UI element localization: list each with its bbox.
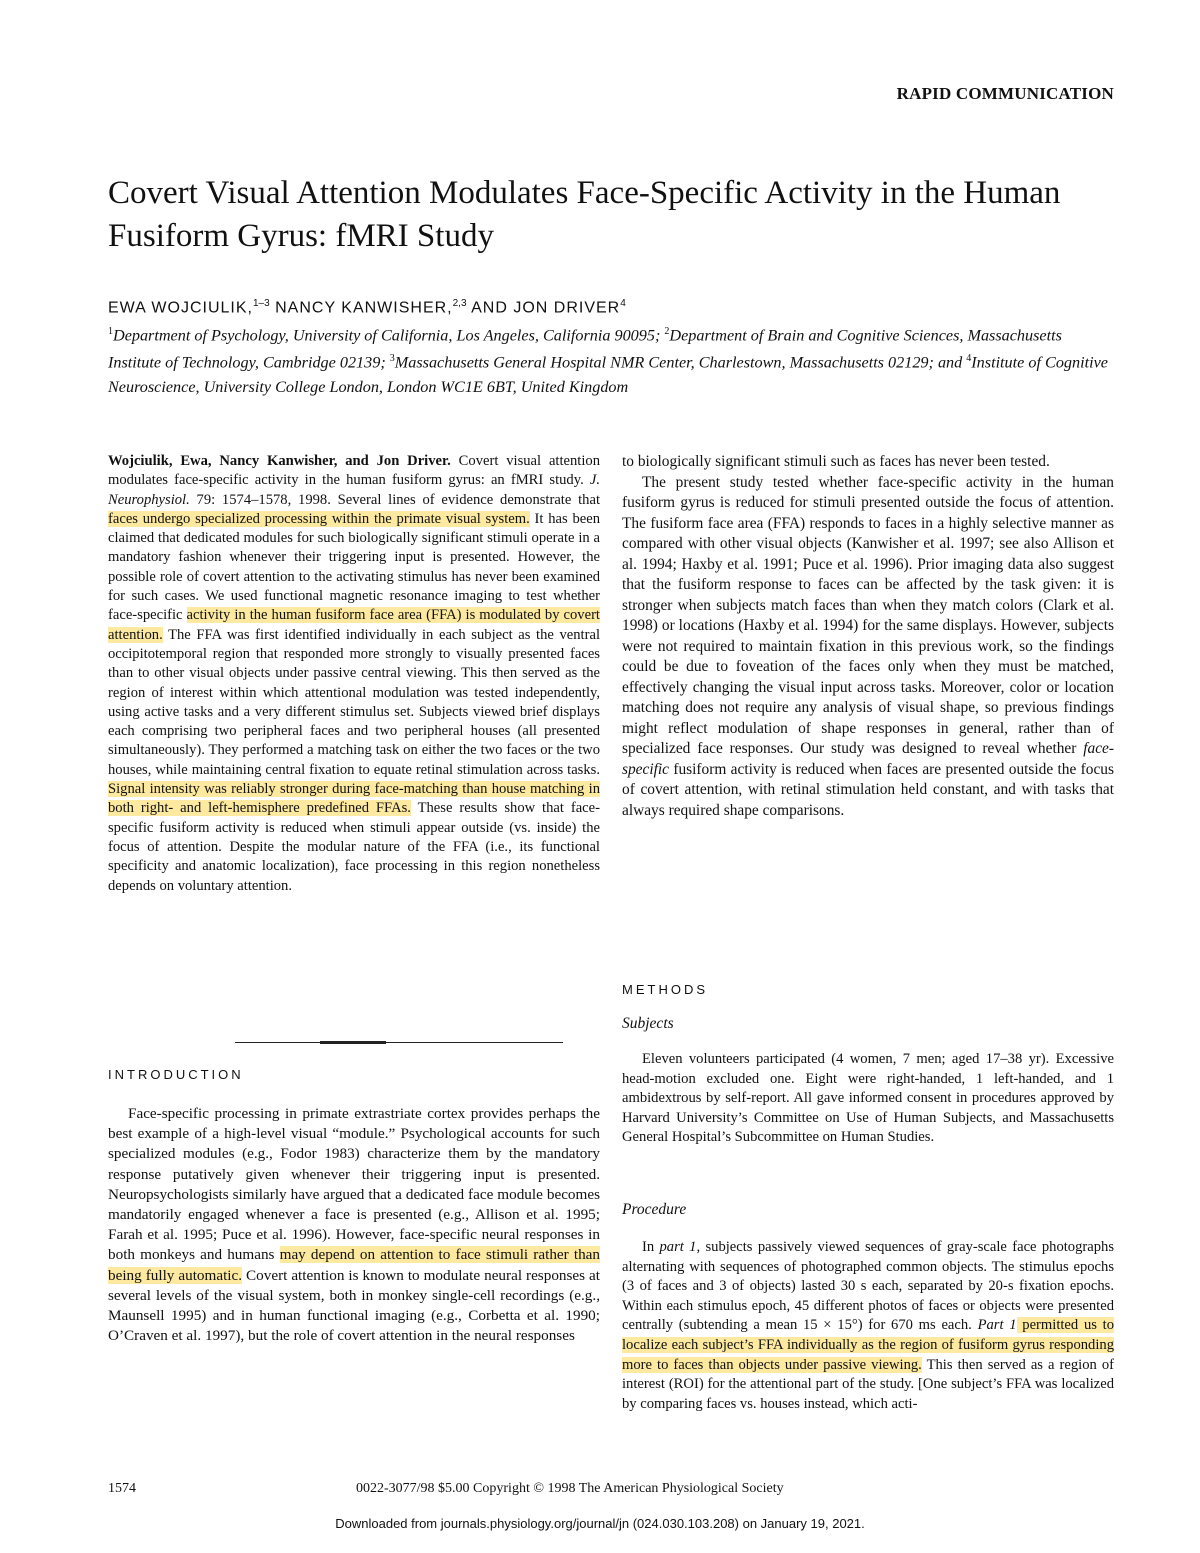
section-divider-accent bbox=[320, 1041, 386, 1044]
author-name: EWA WOJCIULIK, bbox=[108, 299, 253, 317]
abstract-text: These results show that face-specific fusiform activity is reduced when stimuli appear outside (vs. inside) the focus of attention. Despite the modular nature of the FFA (i.e., its functional specificity and anatomic localization), face processing in this region nonetheless depends on voluntary attention. bbox=[108, 800, 600, 894]
subjects-body bbox=[622, 1050, 1114, 1148]
affiliation-mark: 1 bbox=[108, 326, 113, 337]
highlight[interactable]: Signal intensity was reliably stronger during face-matching than house matching in both right- and left-hemisphere predefined FFAs. bbox=[108, 781, 600, 817]
article-title: Covert Visual Attention Modulates Face-Specific Activity in the Human Fusiform Gyrus: fMRI Study bbox=[108, 175, 1061, 255]
paragraph-text: Eleven volunteers participated (4 women, 7 men; aged 17–38 yr). Excessive head-motion excluded one. Eight were right-handed, 1 left-handed, and 1 ambidextrous by self-report. All gave informed consent in procedures approved by Harvard University’s Committee on Use of Human Subjects, and Massachusetts General Hospital’s Subcommittee on Human Studies. bbox=[622, 1051, 1114, 1146]
abstract-text: 79: 1574–1578, 1998. Several lines of evidence demonstrate that bbox=[189, 491, 600, 508]
author-list bbox=[108, 298, 626, 317]
subsection-heading-subjects: Subjects bbox=[622, 1015, 674, 1032]
paragraph-text: Face-specific processing in primate extrastriate cortex provides perhaps the best example of a high-level visual “module.” Psychological accounts for such specialized modules (e.g., Fodor 1983) characterize them by the mandatory response putatively given whenever their triggering input is presented. Neuropsychologists similarly have argued that a dedicated face module becomes mandatorily engaged whenever a face is presented (e.g., Allison et al. 1995; Farah et al. 1995; Puce et al. 1996). However, face-specific neural responses in both monkeys and humans bbox=[108, 1105, 600, 1264]
paragraph-text: The present study tested whether face-specific activity in the human fusiform gyrus is reduced for stimuli presented outside the focus of attention. The fusiform face area (FFA) responds to faces in a highly selective manner as compared with other visual objects (Kanwisher et al. 1997; see also Allison et al. 1994; Haxby et al. 1991; Puce et al. 1996). Prior imaging data also suggest that the fusiform response to faces can be affected by the task given: it is stronger when subjects match faces than when they match colors (Clark et al. 1998) or locations (Haxby et al. 1994) for the same displays. However, subjects were not required to maintain fixation in this previous work, so the findings could be due to foveation of the faces only when they must be matched, effectively changing the visual input across tasks. Moreover, color or location matching does not require any analysis of visual shape, so previous findings might reflect modulation of shape responses in general, rather than of specialized face responses. Our study was designed to reveal whether bbox=[622, 473, 1114, 757]
author-affiliation-mark: 4 bbox=[620, 298, 626, 309]
author-affiliation-mark: 1–3 bbox=[252, 298, 270, 309]
highlight[interactable]: activity in the human fusiform face area (FFA) is modulated by covert attention. bbox=[108, 607, 600, 643]
affiliations bbox=[108, 320, 1108, 399]
author-affiliation-mark: 2,3 bbox=[452, 298, 467, 309]
affiliation-mark: 2 bbox=[664, 326, 670, 337]
procedure-body bbox=[622, 1238, 1114, 1414]
affiliation-mark: 4 bbox=[966, 353, 972, 365]
introduction-body bbox=[108, 1104, 600, 1346]
affiliation-text: Institute of Cognitive Neuroscience, University College London, London WC1E 6BT, United Kingdom bbox=[108, 353, 1108, 396]
introduction-continued bbox=[622, 452, 1114, 821]
affiliation-text: Massachusetts General Hospital NMR Center, Charlestown, Massachusetts 02129; and bbox=[394, 353, 967, 372]
paragraph-text: This then served as a region of interest (ROI) for the attentional part of the study. [One subject’s FFA was localized by comparing faces vs. houses instead, which acti- bbox=[622, 1356, 1114, 1412]
emphasis-text: part 1, bbox=[659, 1239, 701, 1255]
running-head: RAPID COMMUNICATION bbox=[896, 84, 1114, 103]
paragraph-text: to biologically significant stimuli such as faces has never been tested. bbox=[622, 453, 1050, 470]
section-divider bbox=[235, 1042, 563, 1043]
emphasis-text: face-specific bbox=[622, 740, 1114, 778]
affiliation-mark: 3 bbox=[389, 353, 395, 365]
abstract-text: The FFA was first identified individually in each subject as the ventral occipitotemporal region that responded more strongly to visually presented faces than to other visual objects under passive central viewing. This then served as the region of interest within which attentional modulation was tested independently, using active tasks and a very different stimulus set. Subjects viewed brief displays each comprising two peripheral faces and two peripheral houses (all presented simultaneously). They performed a matching task on either the two faces or the two houses, while maintaining central fixation to equate retinal stimulation across tasks. bbox=[108, 626, 600, 778]
paragraph-text: subjects passively viewed sequences of gray-scale face photographs alternating with sequences of photographed common objects. The stimulus epochs (3 of faces and 3 of objects) lasted 30 s each, separated by 20-s fixation epochs. Within each stimulus epoch, 45 different photos of faces or objects were presented centrally (subtending a mean 15 × 15°) for 670 ms each. bbox=[622, 1239, 1115, 1334]
paragraph-text: Covert attention is known to modulate neural responses at several levels of the visual system, both in monkey single-cell recordings (e.g., Maunsell 1995) and in human functional imaging (e.g., Corbetta et al. 1990; O’Craven et al. 1997), but the role of covert attention in the neural responses bbox=[108, 1266, 600, 1345]
highlight[interactable]: faces undergo specialized processing within the primate visual system. bbox=[108, 510, 530, 527]
page-number: 1574 bbox=[108, 1481, 136, 1496]
paragraph-text: fusiform activity is reduced when faces are presented outside the focus of covert attention, with retinal stimulation held constant, and with tasks that always required shape comparisons. bbox=[622, 760, 1114, 819]
paragraph-text: In bbox=[642, 1239, 660, 1255]
abstract-text: Covert visual attention modulates face-specific activity in the human fusiform gyrus: an fMRI study. bbox=[108, 453, 601, 489]
download-notice: Downloaded from journals.physiology.org/journal/jn (024.030.103.208) on January 19, 2021. bbox=[335, 1516, 865, 1531]
abstract bbox=[108, 452, 600, 896]
copyright-line: 0022-3077/98 $5.00 Copyright © 1998 The American Physiological Society bbox=[356, 1481, 784, 1496]
section-heading-methods: METHODS bbox=[622, 982, 708, 997]
highlight[interactable]: may depend on attention to face stimuli rather than being fully automatic. bbox=[108, 1246, 601, 1284]
journal-name: J. Neurophysiol. bbox=[108, 472, 600, 508]
affiliation-text: Department of Brain and Cognitive Sciences, Massachusetts Institute of Technology, Cambridge 02139; bbox=[108, 326, 1062, 372]
highlight[interactable]: permitted us to localize each subject’s FFA individually as the region of fusiform gyrus responding more to faces than objects under passive viewing. bbox=[622, 1317, 1115, 1373]
subsection-heading-procedure: Procedure bbox=[622, 1201, 687, 1218]
emphasis-text: Part 1 bbox=[977, 1317, 1017, 1334]
author-name: NANCY KANWISHER, bbox=[269, 299, 453, 317]
affiliation-text: Department of Psychology, University of California, Los Angeles, California 90095; bbox=[113, 326, 665, 345]
section-heading-introduction: INTRODUCTION bbox=[108, 1067, 244, 1082]
abstract-lead: Wojciulik, Ewa, Nancy Kanwisher, and Jon Driver. bbox=[108, 453, 451, 469]
abstract-text: It has been claimed that dedicated modules for such biologically significant stimuli operate in a mandatory fashion whenever their triggering input is presented. However, the possible role of covert attention to the activating stimulus has never been examined for such cases. We used functional magnetic resonance imaging to test whether face-specific bbox=[108, 510, 600, 624]
author-name: AND JON DRIVER bbox=[466, 299, 621, 317]
